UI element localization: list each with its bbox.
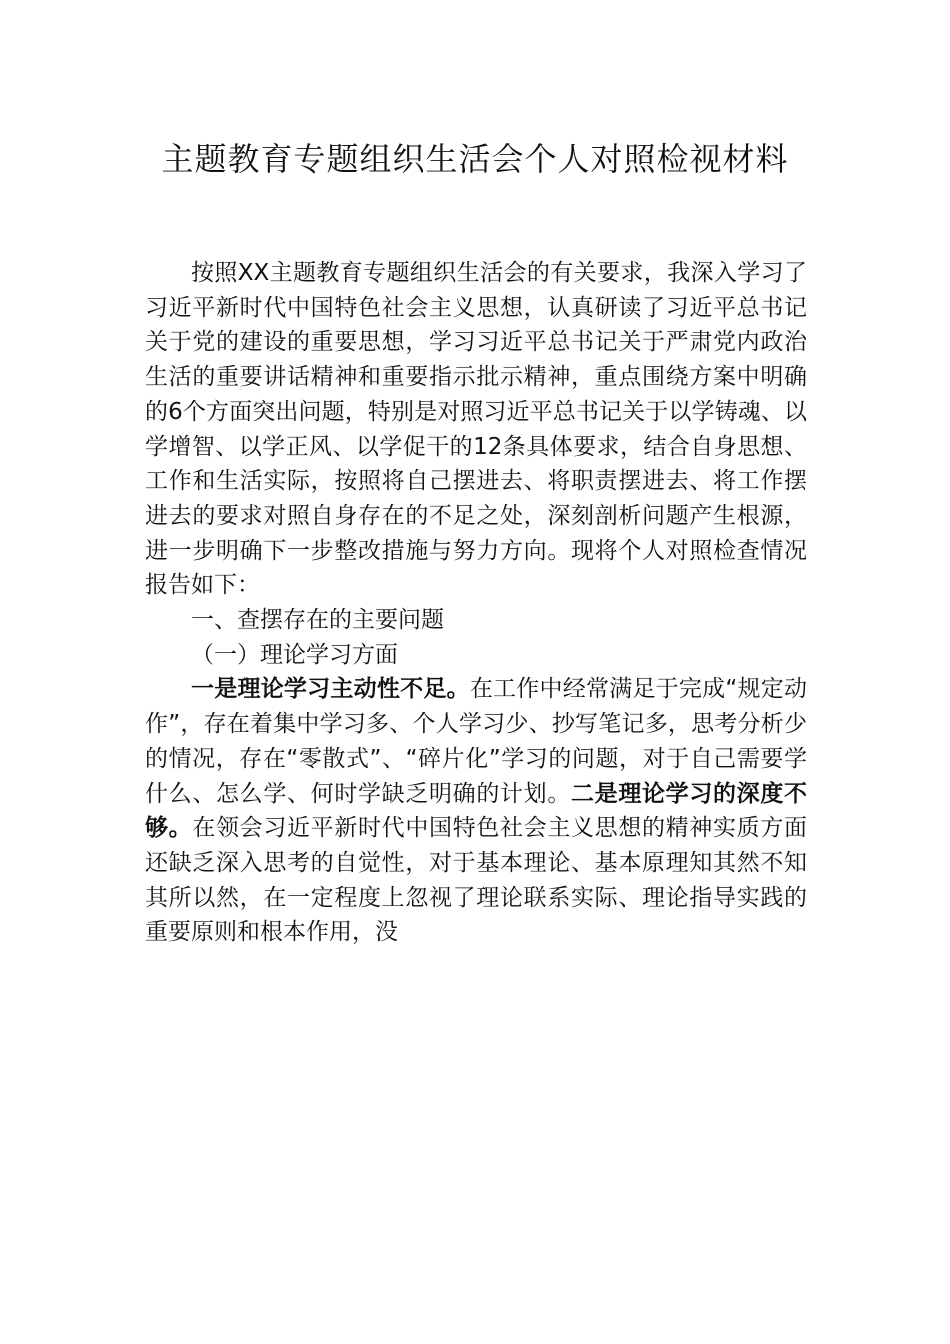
point-two-text: 在领会习近平新时代中国特色社会主义思想的精神实质方面还缺乏深入思考的自觉性，对于基本理论、基本原理知其然不知其所以然，在一定程度上忽视了理论联系实际、理论指导实践的重要原则和根本作用，没 [145, 815, 808, 946]
document-body [145, 256, 807, 950]
point-one-heading: 一是理论学习主动性不足。 [191, 676, 470, 703]
subsection-heading: （一）理论学习方面 [191, 641, 398, 668]
point-one-text: 在工作中经常满足于完成“规定动作”，存在着集中学习多、个人学习少、抄写笔记多，思考分析少的情况，存在“零散式”、“碎片化”学习的问题，对于自己需要学什么、怎么学、何时学缺乏明确的计划。 [145, 676, 808, 807]
intro-paragraph: 按照XX主题教育专题组织生活会的有关要求，我深入学习了习近平新时代中国特色社会主义思想，认真研读了习近平总书记关于党的建设的重要思想，学习习近平总书记关于严肃党内政治生活的重要讲话精神和重要指示批示精神，重点围绕方案中明确的6个方面突出问题，特别是对照习近平总书记关于以学铸魂、以学增智、以学正风、以学促干的12条具体要求，结合自身思想、工作和生活实际，按照将自己摆进去、将职责摆进去、将工作摆进去的要求对照自身存在的不足之处，深刻剖析问题产生根源，进一步明确下一步整改措施与努力方向。现将个人对照检查情况报告如下： [145, 260, 807, 599]
point-one-paragraph [145, 672, 807, 950]
point-two-heading: 二是理论学习的深度不够。 [145, 780, 808, 842]
section-heading: 一、查摆存在的主要问题 [191, 607, 444, 634]
document-title: 主题教育专题组织生活会个人对照检视材料 [161, 140, 789, 178]
